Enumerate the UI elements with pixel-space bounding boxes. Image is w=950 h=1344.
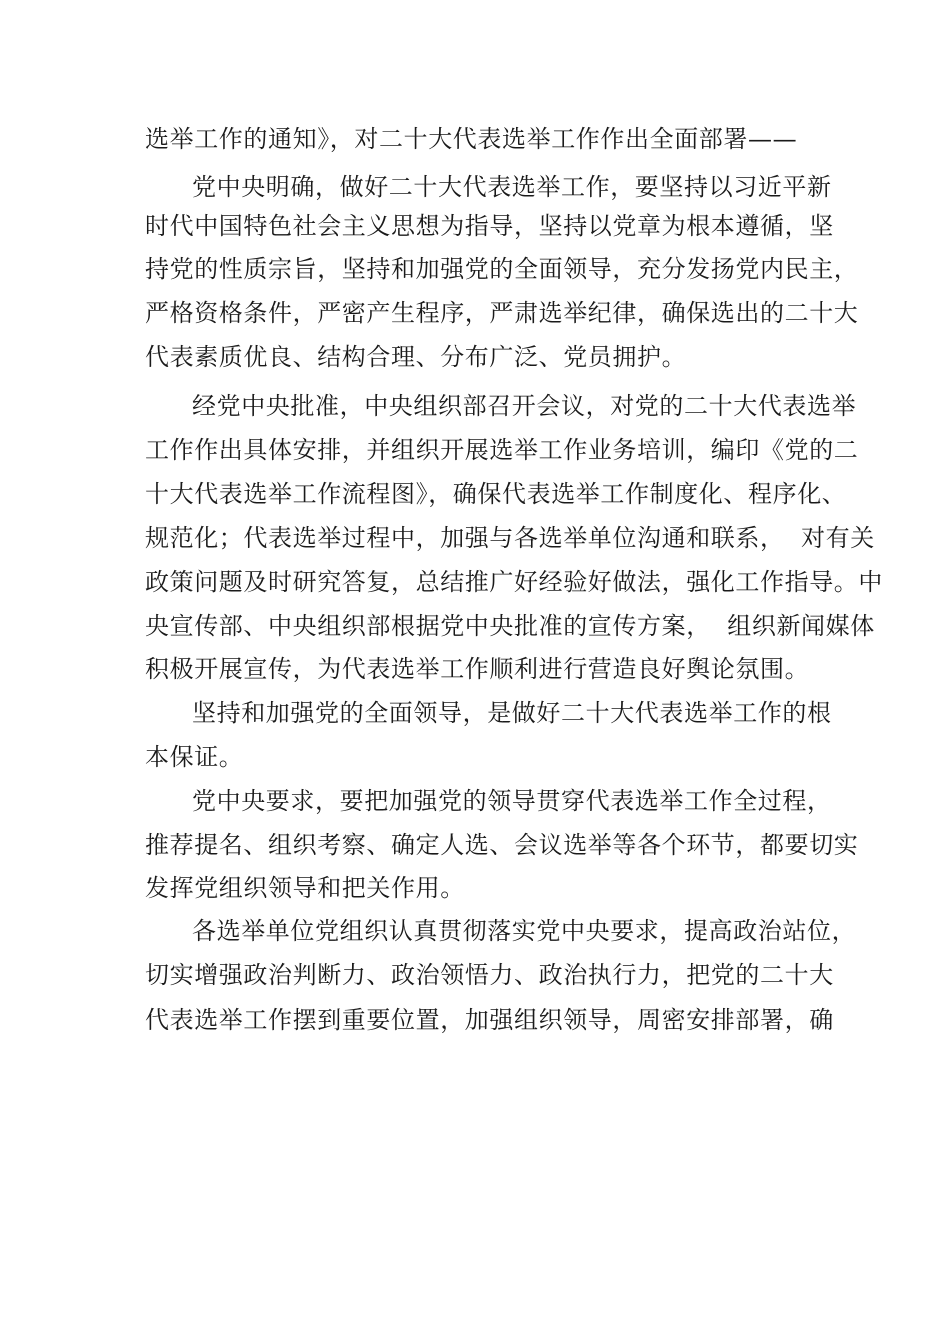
text-line: 政策问题及时研究答复，总结推广好经验好做法，强化工作指导。中 — [145, 568, 883, 596]
text-line: 党中央要求，要把加强党的领导贯穿代表选举工作全过程， — [192, 787, 832, 815]
text-line: 十大代表选举工作流程图》，确保代表选举工作制度化、程序化、 — [145, 480, 847, 508]
text-line: 央宣传部、中央组织部根据党中央批准的宣传方案， 组织新闻媒体 — [145, 612, 875, 640]
text-line: 推荐提名、组织考察、确定人选、会议选举等各个环节，都要切实 — [145, 831, 859, 859]
text-line: 选举工作的通知》，对二十大代表选举工作作出全面部署—— — [145, 125, 798, 153]
text-line: 工作作出具体安排，并组织开展选举工作业务培训，编印《党的二 — [145, 436, 859, 464]
text-line: 党中央明确，做好二十大代表选举工作，要坚持以习近平新 — [192, 173, 832, 201]
text-line: 严格资格条件，严密产生程序，严肃选举纪律，确保选出的二十大 — [145, 299, 859, 327]
text-line: 坚持和加强党的全面领导，是做好二十大代表选举工作的根 — [192, 699, 832, 727]
text-line: 持党的性质宗旨，坚持和加强党的全面领导，充分发扬党内民主， — [145, 255, 859, 283]
text-line: 积极开展宣传，为代表选举工作顺利进行营造良好舆论氛围。 — [145, 655, 810, 683]
text-line: 规范化；代表选举过程中，加强与各选举单位沟通和联系， 对有关 — [145, 524, 875, 552]
text-line: 代表素质优良、结构合理、分布广泛、党员拥护。 — [145, 343, 687, 371]
text-line: 发挥党组织领导和把关作用。 — [145, 874, 465, 902]
text-line: 经党中央批准，中央组织部召开会议，对党的二十大代表选举 — [192, 392, 857, 420]
text-line: 本保证。 — [145, 743, 244, 771]
text-line: 时代中国特色社会主义思想为指导，坚持以党章为根本遵循，坚 — [145, 212, 834, 240]
text-line: 切实增强政治判断力、政治领悟力、政治执行力，把党的二十大 — [145, 961, 834, 989]
text-line: 代表选举工作摆到重要位置，加强组织领导，周密安排部署，确 — [145, 1006, 834, 1034]
text-line: 各选举单位党组织认真贯彻落实党中央要求，提高政治站位， — [192, 917, 857, 945]
